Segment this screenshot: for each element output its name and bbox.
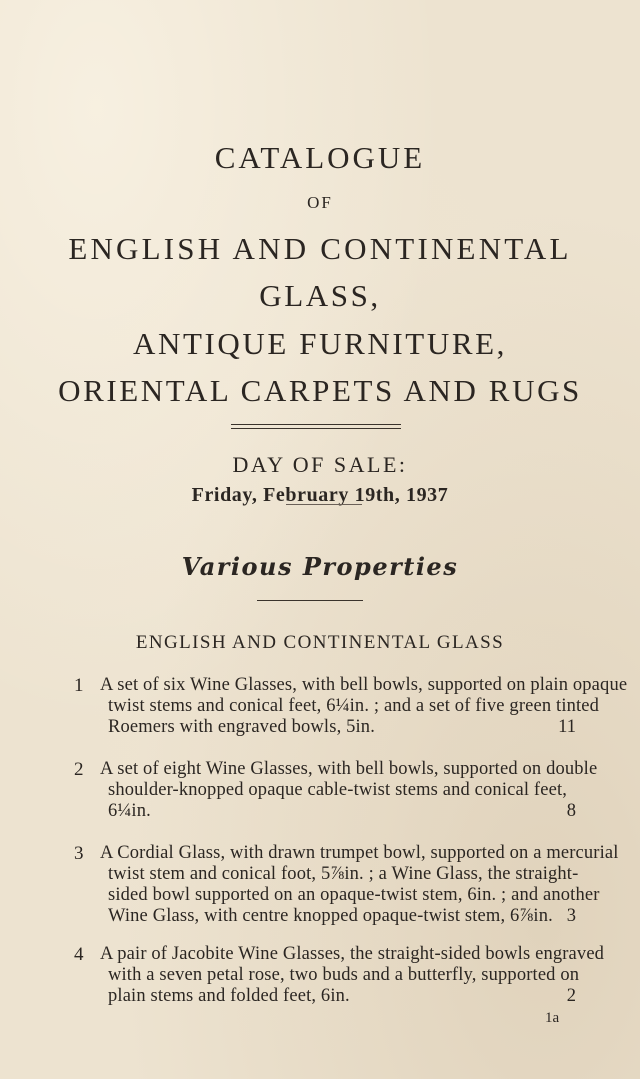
lot-number: 4 (74, 944, 84, 965)
lot-number: 2 (74, 759, 84, 780)
title-line-4: ORIENTAL CARPETS AND RUGS (58, 373, 582, 408)
day-of-sale-label: DAY OF SALE: (232, 452, 408, 477)
lot-number: 3 (74, 843, 84, 864)
section-divider (257, 600, 363, 601)
lot-description-line: Roemers with engraved bowls, 5in. (108, 717, 375, 737)
title-of: OF (307, 193, 333, 212)
sale-date: Friday, February 19th, 1937 (191, 484, 449, 506)
lot-description-line: Wine Glass, with centre knopped opaque-twist stem, 6⅞in. (108, 906, 553, 926)
lot-description-line: 6¼in. (108, 801, 151, 821)
lot-description-line: with a seven petal rose, two buds and a butterfly, supported on (108, 965, 580, 985)
lot-description-line: twist stems and conical feet, 6¼in. ; and a set of five green tinted (108, 696, 600, 716)
title-line-3: ANTIQUE FURNITURE, (133, 326, 507, 361)
lot-description-line: A Cordial Glass, with drawn trumpet bowl, supported on a mercurial (100, 843, 619, 863)
lot-description-line: sided bowl supported on an opaque-twist stem, 6in. ; and another (108, 885, 600, 905)
lot-description-line: plain stems and folded feet, 6in. (108, 986, 350, 1006)
lot-description-line: A set of eight Wine Glasses, with bell bowls, supported on double (100, 759, 598, 779)
lot-description-line: shoulder-knopped opaque cable-twist stems and conical feet, (108, 780, 568, 800)
catalogue-title: CATALOGUE (214, 140, 426, 175)
lot-price: 2 (566, 986, 576, 1006)
lot-description-line: twist stem and conical foot, 5⅞in. ; a Wine Glass, the straight- (108, 864, 579, 884)
title-line-2: GLASS, (259, 278, 381, 313)
lot-price: 8 (566, 801, 576, 821)
double-divider (231, 424, 401, 429)
short-divider (286, 504, 362, 505)
lot-description-line: A pair of Jacobite Wine Glasses, the straight-sided bowls engraved (100, 944, 605, 964)
lot-number: 1 (74, 675, 84, 696)
page-reference: 1a (545, 1010, 560, 1026)
lot-price: 3 (566, 906, 576, 926)
lot-description-line: A set of six Wine Glasses, with bell bowls, supported on plain opaque (100, 675, 628, 695)
lot-price: 11 (558, 717, 576, 737)
title-line-1: ENGLISH AND CONTINENTAL (68, 231, 572, 266)
various-properties-heading: Various Properties (181, 552, 459, 581)
section-heading: ENGLISH AND CONTINENTAL GLASS (135, 632, 505, 653)
